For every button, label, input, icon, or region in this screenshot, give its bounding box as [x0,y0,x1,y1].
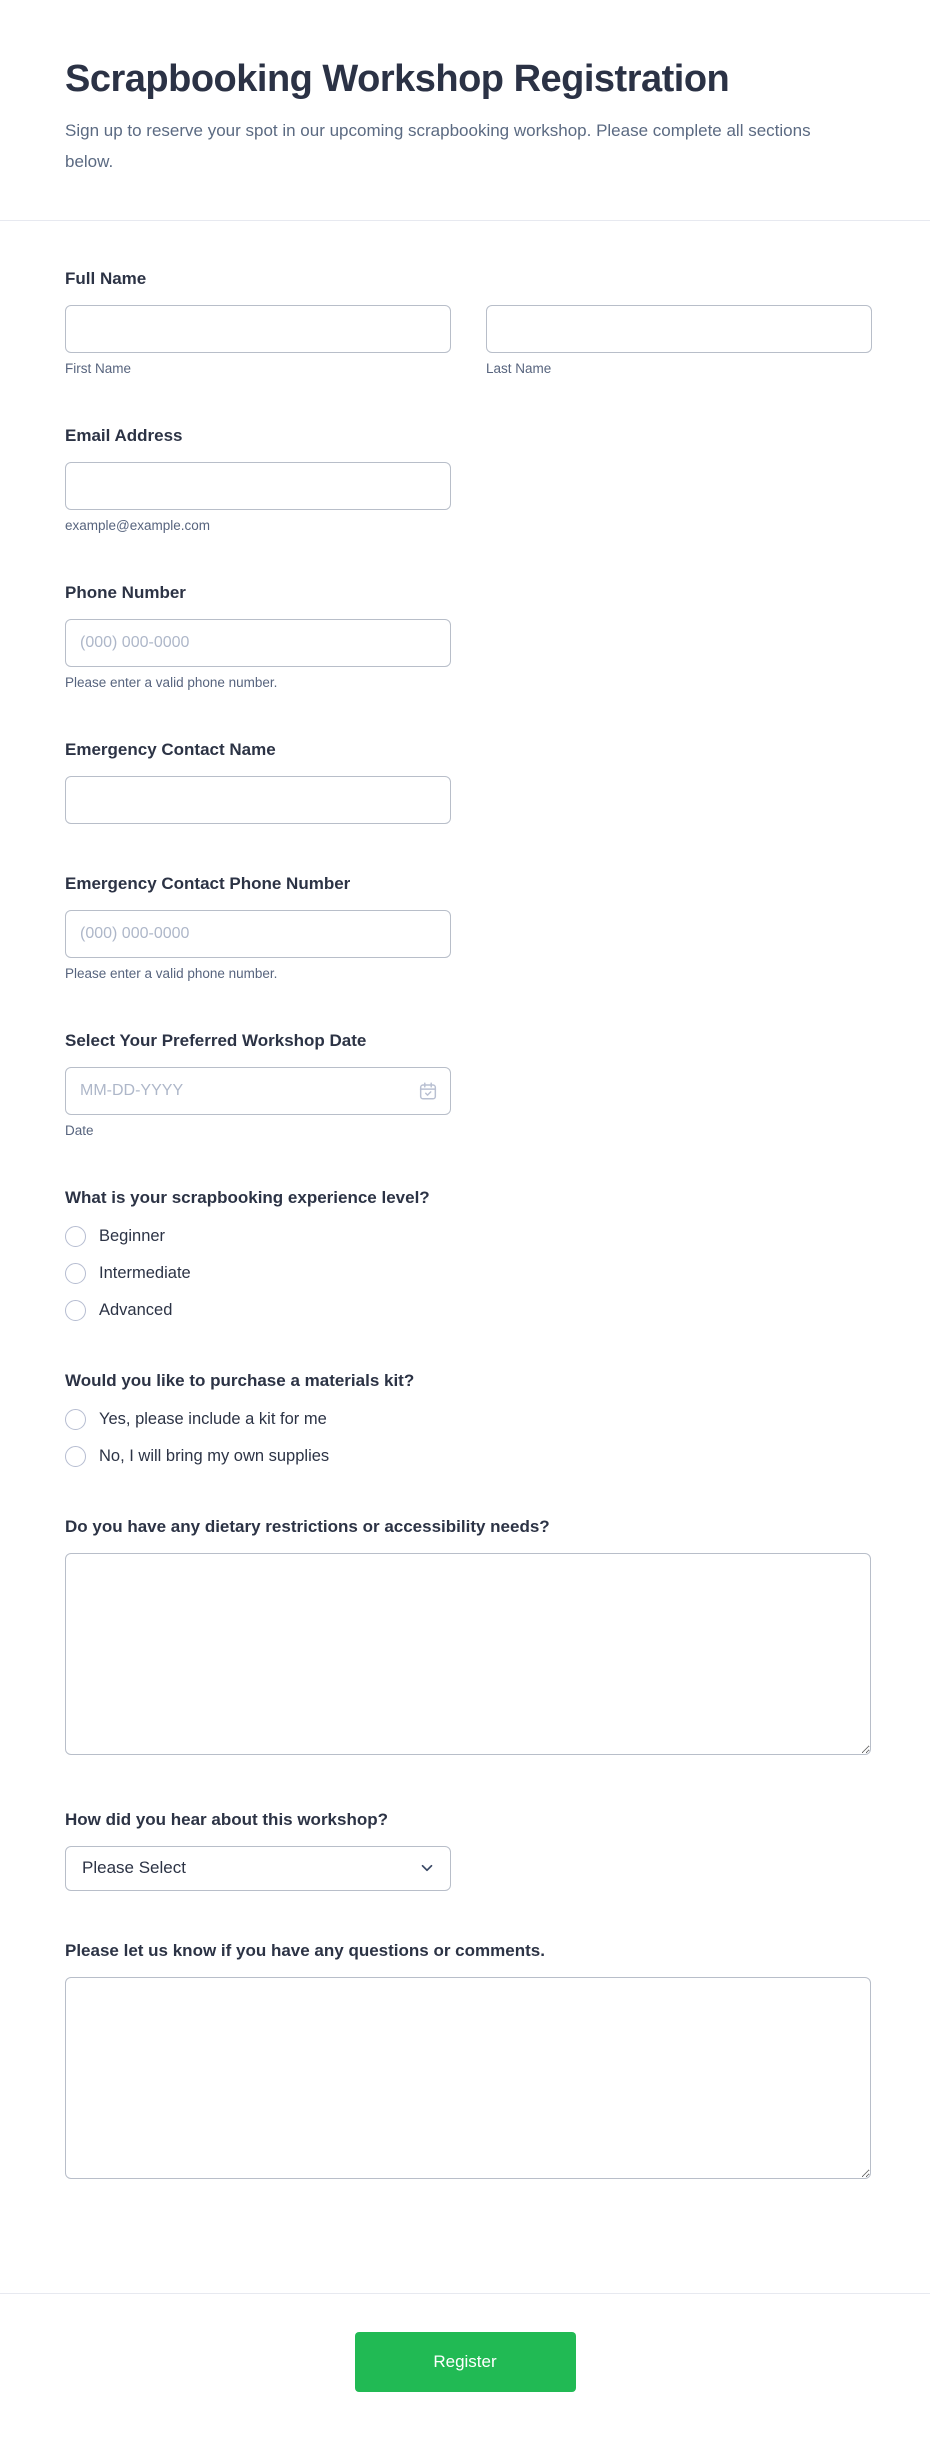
radio-option-label: Intermediate [99,1263,191,1282]
materials-kit-label: Would you like to purchase a materials kit? [65,1370,415,1390]
phone-sublabel: Please enter a valid phone number. [65,674,278,690]
experience-label: What is your scrapbooking experience level? [65,1187,430,1207]
full-name-label: Full Name [65,268,147,288]
dietary-textarea[interactable] [65,1553,871,1755]
workshop-date-label: Select Your Preferred Workshop Date [65,1030,367,1050]
field-experience [65,1188,871,1321]
date-sublabel: Date [65,1122,94,1138]
emergency-name-label: Emergency Contact Name [65,739,276,759]
radio-option-kit-no[interactable] [65,1446,871,1467]
last-name-sublabel: Last Name [486,360,552,376]
last-name-col [486,305,872,376]
first-name-sublabel: First Name [65,360,132,376]
field-emergency-name [65,740,871,824]
emergency-name-field[interactable] [65,776,451,824]
referral-selected-value: Please Select [82,1858,186,1878]
radio-option-label: Beginner [99,1226,166,1245]
email-field[interactable] [65,462,451,510]
field-full-name [65,269,871,376]
email-sublabel: example@example.com [65,517,211,533]
field-phone [65,583,871,690]
radio-option-beginner[interactable] [65,1226,871,1247]
radio-icon[interactable] [65,1300,86,1321]
full-name-row [65,305,871,376]
chevron-down-icon [418,1859,436,1877]
field-comments [65,1941,871,2184]
radio-option-label: Advanced [99,1300,173,1319]
radio-option-label: No, I will bring my own supplies [99,1446,330,1465]
radio-option-advanced[interactable] [65,1300,871,1321]
comments-label: Please let us know if you have any questions or comments. [65,1940,545,1960]
referral-label: How did you hear about this workshop? [65,1809,389,1829]
date-field[interactable] [65,1067,451,1115]
emergency-phone-field[interactable] [65,910,451,958]
register-button[interactable]: Register [355,2332,576,2392]
radio-icon[interactable] [65,1446,86,1467]
radio-option-label: Yes, please include a kit for me [99,1409,327,1428]
field-referral [65,1810,871,1891]
date-input-wrap [65,1067,451,1115]
form-footer [0,2294,930,2442]
comments-textarea[interactable] [65,1977,871,2179]
page-subtitle: Sign up to reserve your spot in our upcoming scrapbooking workshop. Please complete all sections below. [65,121,811,172]
first-name-field[interactable] [65,305,451,353]
radio-icon[interactable] [65,1226,86,1247]
experience-radio-group [65,1226,871,1321]
first-name-col [65,305,451,376]
referral-select[interactable] [65,1846,451,1891]
radio-icon[interactable] [65,1409,86,1430]
emergency-phone-label: Emergency Contact Phone Number [65,873,351,893]
radio-option-intermediate[interactable] [65,1263,871,1284]
phone-field[interactable] [65,619,451,667]
materials-kit-radio-group [65,1409,871,1467]
field-workshop-date [65,1031,871,1138]
email-label: Email Address [65,425,183,445]
form-header [0,0,930,220]
field-email [65,426,871,533]
radio-icon[interactable] [65,1263,86,1284]
last-name-field[interactable] [486,305,872,353]
radio-option-kit-yes[interactable] [65,1409,871,1430]
dietary-label: Do you have any dietary restrictions or accessibility needs? [65,1516,550,1536]
field-dietary [65,1517,871,1760]
phone-label: Phone Number [65,582,186,602]
field-emergency-phone [65,874,871,981]
page-title: Scrapbooking Workshop Registration [65,58,730,100]
form-body [0,221,930,2293]
emergency-phone-sublabel: Please enter a valid phone number. [65,965,278,981]
field-materials-kit [65,1371,871,1467]
